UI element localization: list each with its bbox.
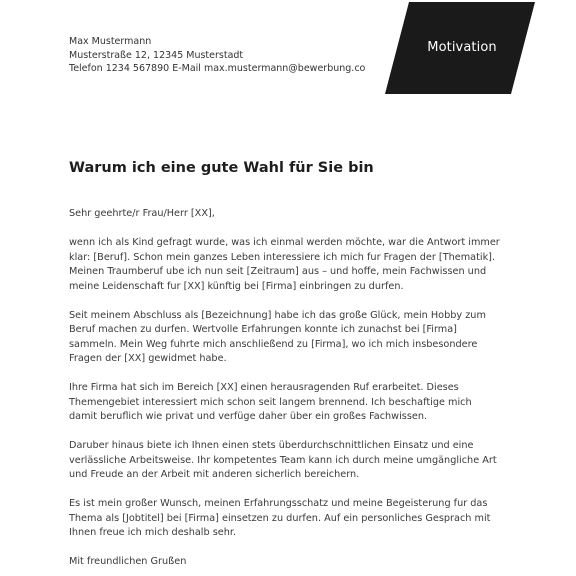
badge-label: Motivation: [427, 40, 497, 55]
paragraph-5: [69, 497, 515, 541]
sender-contact: Telefon 1234 567890 E-Mail max.mustermann@bewerbung.co: [69, 63, 366, 74]
paragraph-line: damit beruflich wie privat und verfüge daher über ein großes Fachwissen.: [69, 411, 428, 422]
paragraph-line: klar: [Beruf]. Schon mein ganzes Leben interessiere ich mich fur Fragen der [Thematik].: [69, 251, 496, 263]
paragraph-line: Beruf machen zu durfen. Wertvolle Erfahrungen konnte ich zunachst bei [Firma]: [69, 324, 457, 335]
closing: Mit freundlichen Grußen: [69, 556, 187, 567]
paragraph-line: Themengebiet interessiert mich schon seit langem brennend. Ich beschaftige mich: [69, 396, 472, 408]
sender-address: Musterstraße 12, 12345 Musterstadt: [69, 49, 244, 61]
paragraph-line: wenn ich als Kind gefragt wurde, was ich einmal werden möchte, war die Antwort immer: [69, 237, 500, 248]
paragraph-line: und Freude an der Arbeit mit anderen sicherlich bereichern.: [69, 469, 360, 480]
paragraph-line: Fragen der [XX] gewidmet habe.: [69, 353, 227, 364]
paragraph-line: Seit meinem Abschluss als [Bezeichnung] habe ich das große Glück, mein Hobby zum: [69, 309, 486, 321]
paragraph-line: Ihre Firma hat sich im Bereich [XX] einen herausragenden Ruf erarbeitet. Dieses: [69, 382, 459, 393]
motivation-badge: [385, 2, 535, 94]
paragraph-line: meine Leidenschaft fur [XX] künftig bei [Firma] einbringen zu durfen.: [69, 280, 404, 292]
letter-body: [69, 207, 515, 570]
paragraph-line: Ihnen freue ich mich deshalb sehr.: [69, 527, 237, 538]
paragraph-line: Thema als [Jobtitel] bei [Firma] einsetzen zu durfen. Auf ein personliches Gesprach mit: [69, 512, 491, 524]
sender-block: [69, 35, 365, 76]
paragraph-1: [69, 236, 515, 294]
paragraph-line: sammeln. Mein Weg fuhrte mich anschließend zu [Firma], wo ich mich insbesondere: [69, 338, 478, 350]
page-title: Warum ich eine gute Wahl für Sie bin: [69, 160, 374, 176]
paragraph-3: [69, 381, 515, 425]
paragraph-line: Meinen Traumberuf ube ich nun seit [Zeitraum] aus – und hoffe, mein Fachwissen und: [69, 266, 487, 277]
paragraph-4: [69, 439, 515, 483]
sender-name: Max Mustermann: [69, 36, 152, 47]
paragraph-line: Es ist mein großer Wunsch, meinen Erfahrungsschatz und meine Begeisterung fur das: [69, 498, 488, 509]
paragraph-line: Daruber hinaus biete ich Ihnen einen stets überdurchschnittlichen Einsatz und eine: [69, 440, 474, 451]
paragraph-2: [69, 309, 515, 367]
paragraph-line: verlässliche Arbeitsweise. Ihr kompetentes Team kann ich durch meine umgängliche Art: [69, 454, 497, 466]
salutation: Sehr geehrte/r Frau/Herr [XX],: [69, 208, 215, 219]
